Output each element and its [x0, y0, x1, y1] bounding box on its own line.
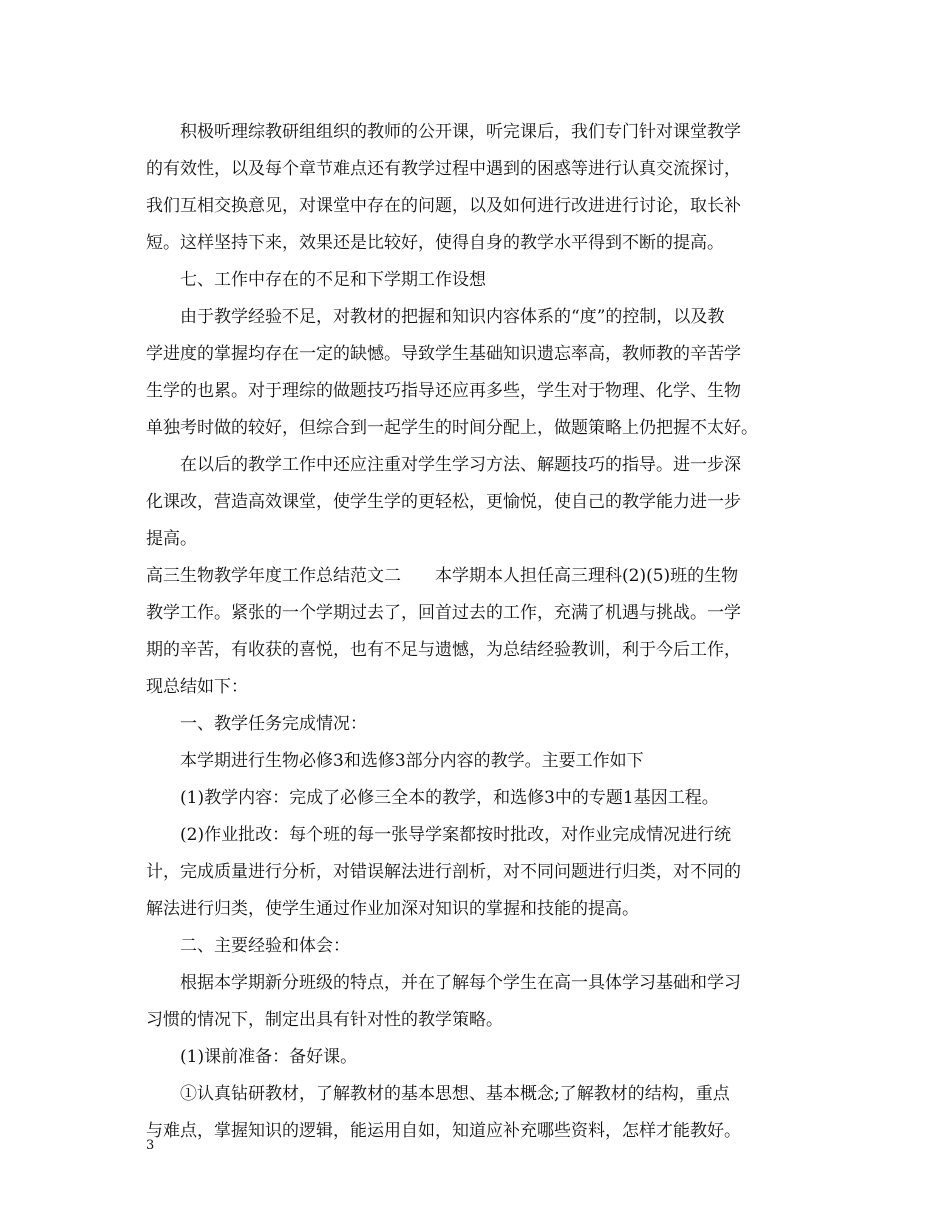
text-line: 单独考时做的较好，但综合到一起学生的时间分配上，做题策略上仍把握不太好。 [146, 418, 758, 438]
paragraph [146, 928, 806, 965]
text-line: 高三生物教学年度工作总结范文二 本学期本人担任高三理科(2)(5)班的生物 [146, 566, 739, 586]
text-line: (1)课前准备：备好课。 [180, 1047, 358, 1067]
text-line: (2)作业批改：每个班的每一张导学案都按时批改，对作业完成情况进行统 [180, 825, 732, 845]
text-line: 短。这样坚持下来，效果还是比较好，使得自身的教学水平得到不断的提高。 [146, 233, 724, 253]
text-line: 根据本学期新分班级的特点，并在了解每个学生在高一具体学习基础和学习 [180, 973, 741, 993]
paragraph [146, 262, 806, 299]
text-line: 学进度的掌握均存在一定的缺憾。导致学生基础知识遗忘率高，教师教的辛苦学 [146, 344, 741, 364]
text-line: 在以后的教学工作中还应注重对学生学习方法、解题技巧的指导。进一步深 [180, 455, 741, 475]
paragraph [146, 1076, 806, 1150]
paragraph [146, 1039, 806, 1076]
paragraph [146, 743, 806, 780]
text-line: 本学期进行生物必修3和选修3部分内容的教学。主要工作如下 [180, 751, 644, 771]
paragraph [146, 299, 806, 447]
text-line: 的有效性，以及每个章节难点还有教学过程中遇到的困惑等进行认真交流探讨， [146, 159, 741, 179]
text-line: 二、主要经验和体会： [180, 936, 350, 956]
paragraph [146, 780, 806, 817]
text-line: 积极听理综教研组组织的教师的公开课，听完课后，我们专门针对课堂教学 [180, 122, 741, 142]
text-line: 七、工作中存在的不足和下学期工作设想 [180, 270, 486, 290]
paragraph [146, 558, 806, 706]
text-line: 计，完成质量进行分析，对错误解法进行剖析，对不同问题进行归类，对不同的 [146, 862, 741, 882]
text-line: (1)教学内容：完成了必修三全本的教学，和选修3中的专题1基因工程。 [180, 788, 719, 808]
paragraph [146, 817, 806, 928]
document-body [146, 114, 806, 1150]
text-line: 教学工作。紧张的一个学期过去了，回首过去的工作，充满了机遇与挑战。一学 [146, 603, 741, 623]
text-line: 习惯的情况下，制定出具有针对性的教学策略。 [146, 1010, 503, 1030]
text-line: 一、教学任务完成情况： [180, 714, 367, 734]
text-line: 化课改，营造高效课堂，使学生学的更轻松，更愉悦，使自己的教学能力进一步 [146, 492, 741, 512]
text-line: 生学的也累。对于理综的做题技巧指导还应再多些，学生对于物理、化学、生物 [146, 381, 741, 401]
paragraph [146, 114, 806, 262]
text-line: 由于教学经验不足，对教材的把握和知识内容体系的“度”的控制，以及教 [180, 307, 725, 327]
paragraph [146, 965, 806, 1039]
text-line: 解法进行归类，使学生通过作业加深对知识的掌握和技能的提高。 [146, 899, 639, 919]
paragraph [146, 447, 806, 558]
text-line: 现总结如下： [146, 677, 248, 697]
text-line: ①认真钻研教材，了解教材的基本思想、基本概念;了解教材的结构，重点 [180, 1084, 730, 1104]
paragraph [146, 706, 806, 743]
text-line: 提高。 [146, 529, 197, 549]
page-number: 3 [146, 1138, 155, 1153]
text-line: 与难点，掌握知识的逻辑，能运用自如，知道应补充哪些资料，怎样才能教好。 [146, 1121, 741, 1141]
text-line: 我们互相交换意见，对课堂中存在的问题，以及如何进行改进进行讨论，取长补 [146, 196, 741, 216]
text-line: 期的辛苦，有收获的喜悦，也有不足与遗憾，为总结经验教训，利于今后工作， [146, 640, 741, 660]
